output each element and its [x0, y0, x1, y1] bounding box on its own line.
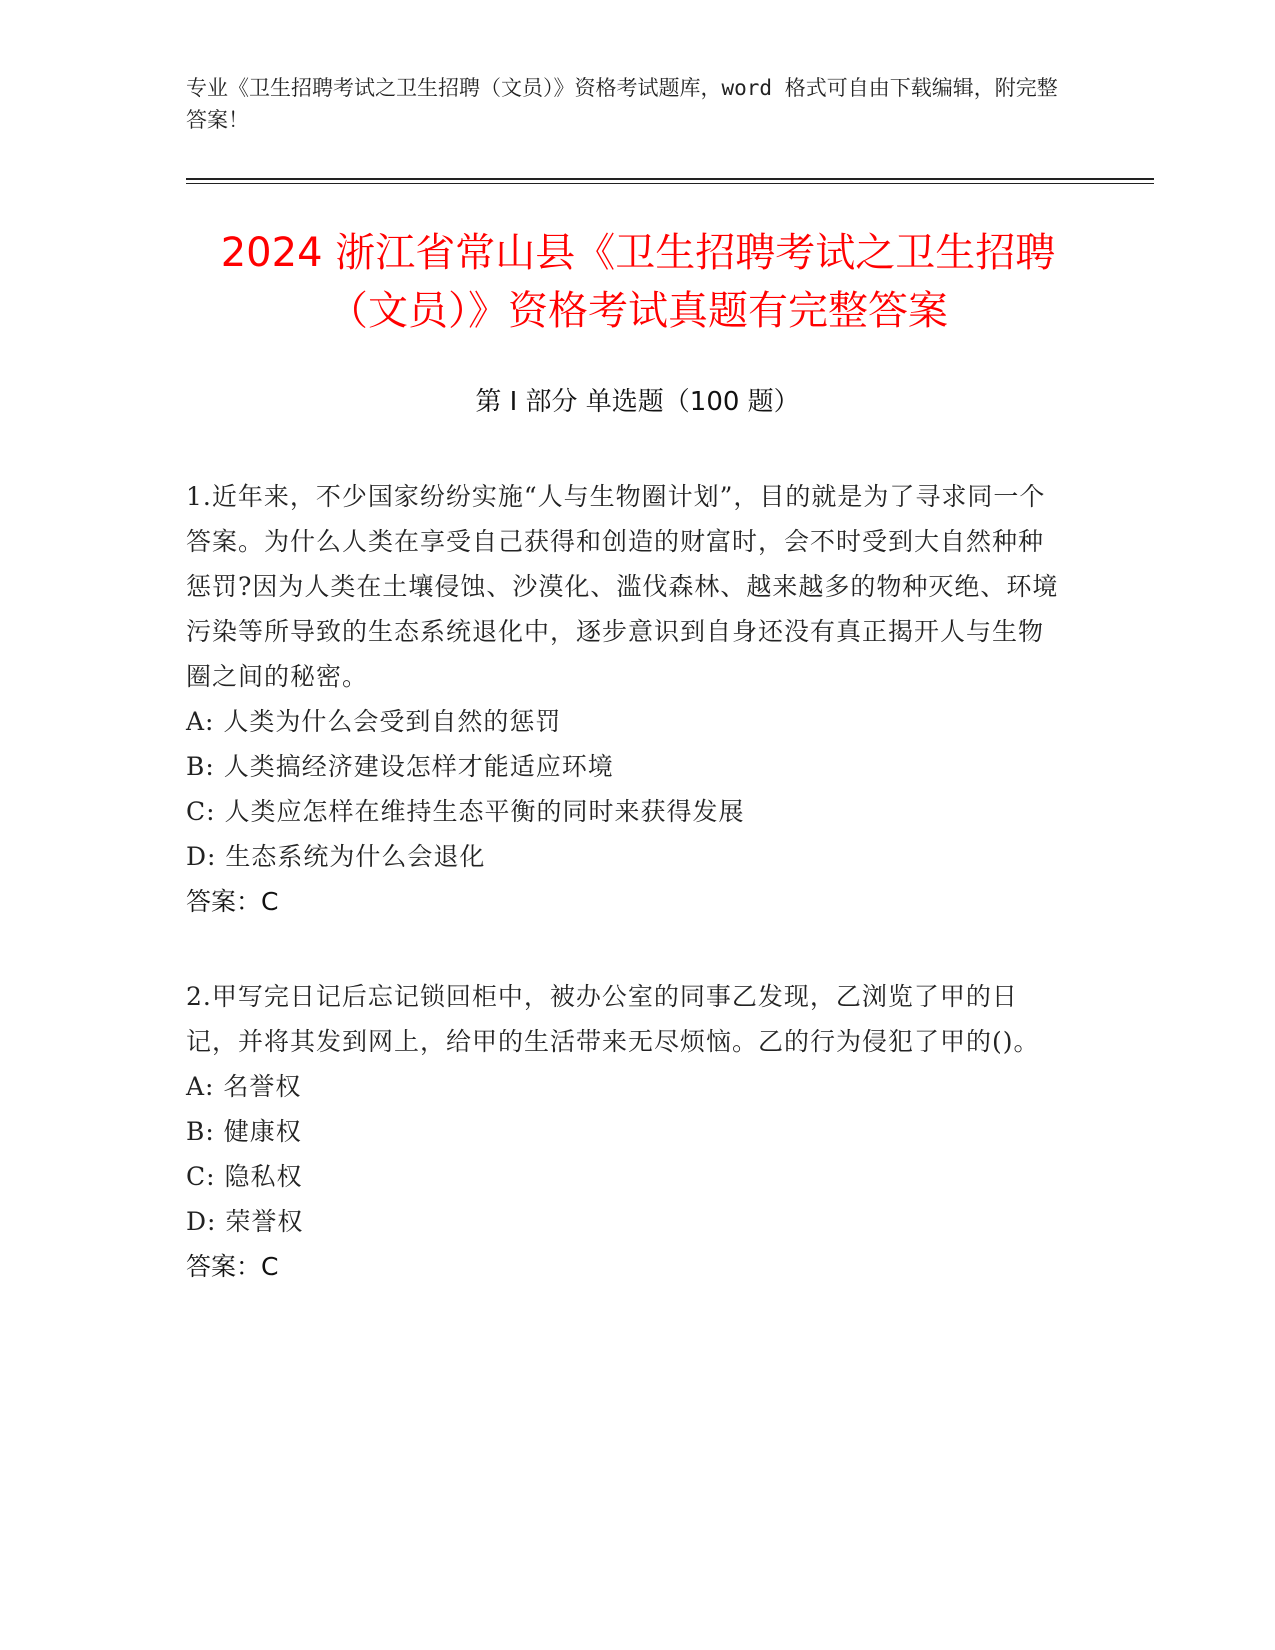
- question-2-option-b: B: 健康权: [186, 1117, 302, 1146]
- question-1-option-d: D: 生态系统为什么会退化: [186, 842, 486, 871]
- section-heading: 第 I 部分 单选题（100 题）: [475, 387, 800, 417]
- header-note: 专业《卫生招聘考试之卫生招聘（文员）》资格考试题库，word 格式可自由下载编辑，附完整答案！: [186, 76, 1058, 132]
- question-1-answer: 答案：C: [186, 887, 279, 916]
- header-divider-thin: [186, 183, 1154, 184]
- question-2-answer: 答案：C: [186, 1252, 279, 1281]
- question-1-option-c: C: 人类应怎样在维持生态平衡的同时来获得发展: [186, 797, 745, 826]
- question-1-stem: 1.近年来，不少国家纷纷实施“人与生物圈计划”，目的就是为了寻求同一个答案。为什么人类在享受自己获得和创造的财富时，会不时受到大自然种种惩罚?因为人类在土壤侵蚀、沙漠化、滥伐森林、越来越多的物种灭绝、环境污染等所导致的生态系统退化中，逐步意识到自身还没有真正揭开人与生物圈之间的秘密。: [186, 482, 1059, 691]
- question-1-option-a: A: 人类为什么会受到自然的惩罚: [186, 707, 562, 736]
- question-2-option-a: A: 名誉权: [186, 1072, 302, 1101]
- question-2-option-c: C: 隐私权: [186, 1162, 303, 1191]
- header-divider-thick: [186, 178, 1154, 180]
- question-2: [186, 974, 1066, 1289]
- question-2-stem: 2.甲写完日记后忘记锁回柜中，被办公室的同事乙发现，乙浏览了甲的日记，并将其发到网上，给甲的生活带来无尽烦恼。乙的行为侵犯了甲的()。: [186, 982, 1040, 1056]
- question-2-option-d: D: 荣誉权: [186, 1207, 304, 1236]
- document-title: 2024 浙江省常山县《卫生招聘考试之卫生招聘（文员）》资格考试真题有完整答案: [220, 230, 1056, 334]
- question-1: [186, 474, 1066, 924]
- question-1-option-b: B: 人类搞经济建设怎样才能适应环境: [186, 752, 614, 781]
